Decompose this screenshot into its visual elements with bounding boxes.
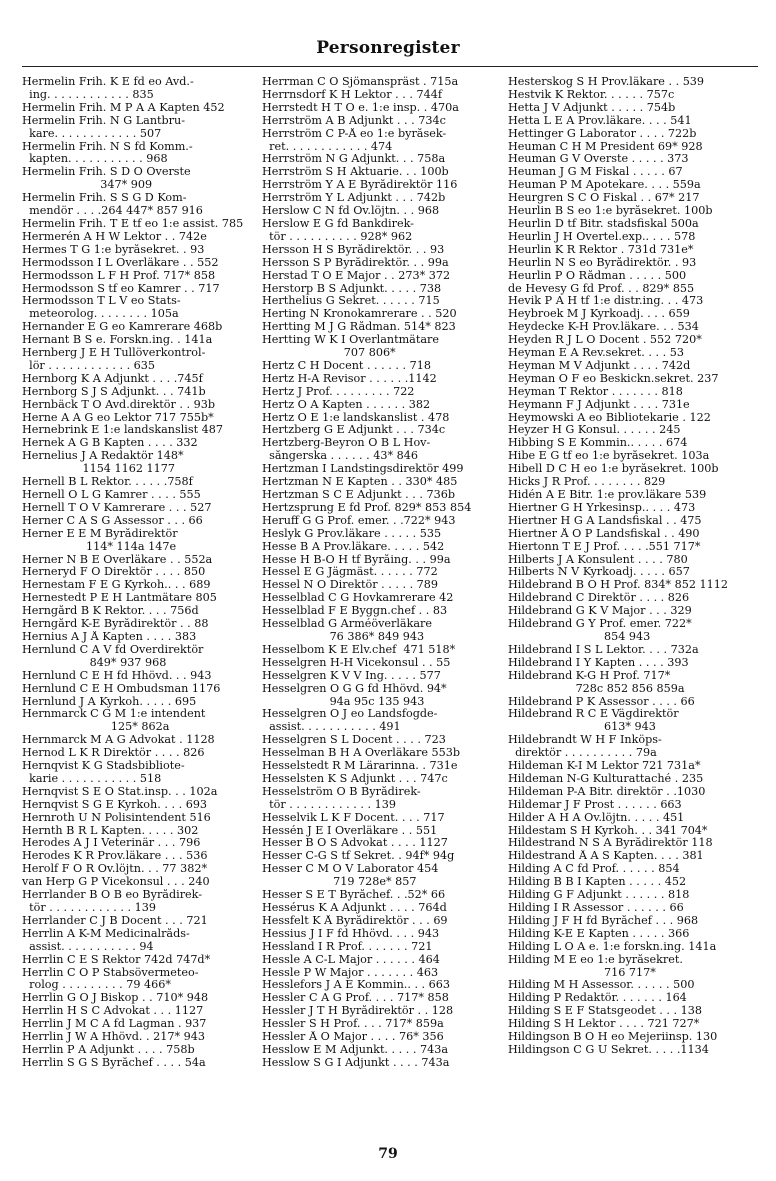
register-entry: Herslow C N fd Öv.löjtn. . . 968 (262, 205, 440, 218)
register-entry: Hesslow E M Adjunkt. . . . . 743a (262, 1043, 449, 1056)
register-entry: Hesselman B H A Överläkare 553b (262, 747, 461, 760)
register-entry: Herrlin C E S Rektor 742d 747d* (22, 953, 211, 966)
register-entry: Heurlin D tf Bitr. stadsfiskal 500a (508, 217, 699, 230)
register-entry: ret. . . . . . . . . . . . 474 (262, 140, 393, 153)
register-entry: Hersson H S Byrådirektör. . . 93 (262, 243, 445, 256)
register-entry: Hesselblad F E Byggn.chef . . 83 (262, 605, 448, 618)
register-entry: Hiertner H G A Landsfiskal . . 475 (508, 514, 702, 527)
register-entry: Hilding I R Assessor . . . . . . 66 (508, 902, 684, 914)
register-entry: Hetta J V Adjunkt . . . . . 754b (508, 101, 676, 114)
register-entry: Hildebrand R C E Vägdirektör (508, 708, 679, 721)
register-entry: Herner C A S G Assessor . . . 66 (22, 514, 203, 527)
register-entry: Herrlander B O B eo Byrådirek- (22, 889, 203, 902)
register-entry: Heurgren S C O Fiskal . . 67* 217 (508, 192, 700, 205)
register-entry: Hildeman P-A Bitr. direktör . .1030 (508, 785, 706, 798)
register-entry: Hesterskog S H Prov.läkare . . 539 (508, 76, 705, 88)
register-entry: meteorolog. . . . . . . . 105a (22, 308, 179, 321)
register-entry: Herrlander C J B Docent . . . 721 (22, 914, 208, 927)
register-entry: direktör . . . . . . . . . . 79a (508, 747, 657, 760)
register-entry: Hesselsten K S Adjunkt . . . 747c (262, 772, 448, 785)
register-entry: tör . . . . . . . . . . . . 139 (22, 902, 156, 914)
register-entry: Hildestrand Å A S Kapten. . . . 381 (508, 850, 704, 863)
register-entry: Hetta L E A Prov.läkare. . . . 541 (508, 114, 692, 127)
register-entry: Heurlin B S eo 1:e byråsekret. 100b (508, 205, 713, 218)
register-entry: Hesselbom K E Elv.chef 471 518* (262, 643, 456, 656)
register-entry: Herrström A B Adjunkt . . . 734c (262, 114, 446, 127)
register-entry: Hernbäck T Ö Avd.direktör . . 93b (22, 398, 216, 411)
register-entry: Herrlin C O P Stabsövermeteo- (22, 966, 199, 979)
register-entry: Hesslefors J A E Kommin.. . . 663 (262, 979, 451, 992)
register-entry: Hildingson C G U Sekret. . . . .1134 (508, 1043, 709, 1056)
register-entry: Hesslow S G I Adjunkt . . . . 743a (262, 1056, 450, 1069)
register-entry: 728c 852 856 859a (508, 682, 685, 695)
register-entry: 1154 1162 1177 (22, 463, 175, 476)
register-entry: Hernborg S J S Adjunkt. . . 741b (22, 385, 206, 398)
register-entry: Hessius J I F fd Hhövd. . . . 943 (262, 927, 440, 940)
register-entry: Hernek A G B Kapten . . . . 332 (22, 437, 198, 450)
register-entry: Hesselgren O G G fd Hhövd. 94* (262, 682, 447, 695)
register-entry: Herrlin S G S Byråchef . . . . 54a (22, 1056, 206, 1069)
register-entry: Hesselgren S L Docent . . . . 723 (262, 734, 446, 747)
register-entry: Hermes T G 1:e byråsekret. . 93 (22, 243, 205, 256)
register-entry: Heyman T Rektor . . . . . . . 818 (508, 385, 683, 398)
register-entry: Hibell D C H eo 1:e byråsekret. 100b (508, 463, 719, 476)
register-entry: de Hevesy G fd Prof. . . 829* 855 (508, 282, 695, 295)
register-entry: Hernqvist S G E Kyrkoh. . . . 693 (22, 798, 208, 811)
register-entry: Hernestedt P E H Lantmätare 805 (22, 592, 217, 605)
register-entry: Hernlund C A V fd Överdirektör (22, 643, 204, 656)
register-entry: Hesselgren O J eo Landsfogde- (262, 708, 438, 721)
register-entry: Hildebrand G Y Prof. emer. 722* (508, 618, 692, 631)
register-entry: Hermelin Frih. T E tf eo 1:e assist. 785 (22, 217, 244, 230)
register-entry: Hernroth U N Polisintendent 516 (22, 811, 211, 824)
register-entry: Hermelin Frih. N S fd Komm.- (22, 140, 193, 153)
register-entry: Hernlund C E H Ombudsman 1176 (22, 682, 221, 695)
register-entry: Hernod L K R Direktör . . . . 826 (22, 747, 205, 760)
register-entry: Hessle P W Major . . . . . . . 463 (262, 966, 439, 979)
register-entry: Heydecke K-H Prov.läkare. . . 534 (508, 321, 699, 334)
register-entry: Hessler Å O Major . . . . 76* 356 (262, 1031, 444, 1044)
register-entry: Hesselvik L K F Docent. . . . 717 (262, 811, 445, 824)
register-entry: Hertzsprung E fd Prof. 829* 853 854 (262, 501, 472, 514)
register-entry: Hermelin Frih. M P A A Kapten 452 (22, 101, 225, 114)
register-entry: Heyman M V Adjunkt . . . . 742d (508, 359, 691, 372)
register-entry: Hertzberg G E Adjunkt . . . 734c (262, 424, 446, 437)
page-title: Personregister (316, 38, 460, 58)
register-entry: Hicks J R Prof. . . . . . . . 829 (508, 476, 666, 489)
register-entry: Hesselström O B Byrådirek- (262, 785, 421, 798)
register-entry: Hiertonn T E J Prof. . . . .551 717* (508, 540, 701, 553)
register-column-1 (22, 76, 262, 1070)
register-entry: Hernmarck C G M 1:e intendent (22, 708, 206, 721)
register-entry: 114* 114a 147e (22, 540, 177, 553)
register-entry: Hernmarck M A G Advokat . 1128 (22, 734, 215, 747)
register-entry: Herngård K-E Byrådirektör . . 88 (22, 618, 209, 631)
register-entry: 76 386* 849 943 (262, 630, 425, 643)
register-column-3 (508, 76, 748, 1057)
register-entry: Herrström C P-Å eo 1:e byråsek- (262, 127, 447, 140)
register-entry: Herrlin G O J Biskop . . 710* 948 (22, 992, 209, 1005)
register-entry: Hertzman N E Kapten . . 330* 485 (262, 476, 458, 489)
register-entry: Hernborg K A Adjunkt . . . .745f (22, 372, 203, 385)
register-entry: Hernlund C E H fd Hhövd. . . 943 (22, 669, 212, 682)
register-entry: Hessland I R Prof. . . . . . . 721 (262, 940, 433, 953)
register-entry: Hilding L O A e. 1:e forskn.ing. 141a (508, 940, 717, 953)
register-entry: Hilder A H A Öv.löjtn. . . . . 451 (508, 811, 685, 824)
register-entry: Herolf F O R Öv.löjtn. . . 77 382* (22, 863, 208, 876)
register-entry: Heuman P M Apotekare. . . . 559a (508, 179, 701, 192)
register-entry: 613* 943 (508, 721, 656, 734)
register-entry: Hevik P A H tf 1:e distr.ing. . . 473 (508, 295, 704, 308)
register-entry: Heurlin K R Rektor . 731d 731e* (508, 243, 694, 256)
register-entry: Hernth B R L Kapten. . . . . 302 (22, 824, 199, 837)
register-entry: Hilding M E eo 1:e byråsekret. (508, 953, 683, 966)
register-entry: Hilding S E F Statsgeodet . . . 138 (508, 1005, 702, 1018)
register-entry: Hesse H B-O H tf Byråing. . . 99a (262, 553, 451, 566)
register-entry: Hilding M H Assessor. . . . . . 500 (508, 979, 695, 992)
register-entry: Herrlin H S C Advokat . . . 1127 (22, 1005, 204, 1018)
register-entry: Hildeman N-G Kulturattaché . 235 (508, 772, 704, 785)
register-entry: Hernqvist S E O Stat.insp. . . 102a (22, 785, 218, 798)
register-entry: Hersson S P Byrådirektör. . . 99a (262, 256, 449, 269)
register-entry: Hilding S H Lektor . . . . 721 727* (508, 1018, 700, 1031)
register-entry: Hertz C H Docent . . . . . . 718 (262, 359, 431, 372)
register-entry: Hilding B B I Kapten . . . . . 452 (508, 876, 687, 889)
register-entry: Hesser B O S Advokat . . . . 1127 (262, 837, 448, 850)
register-entry: Hermerén A H W Lektor . . 742e (22, 230, 207, 243)
register-entry: Hessler S H Prof. . . . 717* 859a (262, 1018, 444, 1031)
register-entry: Herrström Y L Adjunkt . . . 742b (262, 192, 446, 205)
register-entry: Herrman C O Sjömanspräst . 715a (262, 76, 459, 88)
register-entry: 94a 95c 135 943 (262, 695, 425, 708)
register-entry: Heyzer H G Konsul. . . . . . 245 (508, 424, 681, 437)
register-entry: Hildebrand C Direktör . . . . 826 (508, 592, 690, 605)
register-entry: Hildestam S H Kyrkoh. . . 341 704* (508, 824, 708, 837)
register-entry: Hernell B L Rektor. . . . . .758f (22, 476, 193, 489)
register-entry: Hertting M J G Rådman. 514* 823 (262, 321, 456, 334)
register-entry: Hildingson B O H eo Mejeriinsp. 130 (508, 1031, 718, 1044)
register-entry: Hilberts N V Kyrkoadj. . . . . 657 (508, 566, 690, 579)
register-entry: 716 717* (508, 966, 656, 979)
register-entry: Hesselstedt R M Lärarinna. . 731e (262, 760, 458, 773)
register-entry: Hertz J Prof. . . . . . . . . 722 (262, 385, 415, 398)
register-entry: Heyman O F eo Beskickn.sekret. 237 (508, 372, 719, 385)
register-entry: Hermelin Frih. S D O Överste (22, 166, 191, 179)
register-entry: Hildebrand B O H Prof. 834* 852 1112 (508, 579, 728, 592)
register-entry: 125* 862a (22, 721, 170, 734)
register-entry: Hildestrand N S A Byrådirektör 118 (508, 837, 713, 850)
register-entry: Hessfelt K Å Byrådirektör . . . 69 (262, 914, 448, 927)
register-entry: Hessén J E I Överläkare . . 551 (262, 824, 438, 837)
register-entry: Hildemar J F Prost . . . . . . 663 (508, 798, 682, 811)
register-entry: mendör . . . .264 447* 857 916 (22, 205, 203, 218)
register-entry: Hertz H-A Revisor . . . . . .1142 (262, 372, 437, 385)
register-entry: Hertzman I Landstingsdirektör 499 (262, 463, 464, 476)
register-entry: Herstad T O E Major . . 273* 372 (262, 269, 451, 282)
register-entry: Hermodsson L F H Prof. 717* 858 (22, 269, 216, 282)
register-entry: Herstorp B S Adjunkt. . . . . 738 (262, 282, 442, 295)
register-entry: Herting N Kronokamrerare . . 520 (262, 308, 457, 321)
register-entry: Heuman G V Överste . . . . . 373 (508, 153, 689, 166)
register-entry: Herrström S H Aktuarie. . . 100b (262, 166, 449, 179)
register-entry: Hilding G F Adjunkt . . . . . . 818 (508, 889, 690, 902)
register-entry: assist. . . . . . . . . . . 94 (22, 940, 154, 953)
register-entry: Heslyk G Prov.läkare . . . . . 535 (262, 527, 442, 540)
register-entry: Hibbing S E Kommin.. . . . . 674 (508, 437, 688, 450)
register-entry: Hertting W K I Överlantmätare (262, 334, 439, 347)
register-entry: Herrlin A K-M Medicinalråds- (22, 927, 190, 940)
register-entry: sångerska . . . . . . 43* 846 (262, 450, 419, 463)
register-entry: Hernqvist K G Stadsbibliote- (22, 760, 185, 773)
register-entry: Herner E E M Byrådirektör (22, 527, 178, 540)
register-entry: Hertzman S C E Adjunkt . . . 736b (262, 489, 456, 501)
register-entry: Hernebrink E 1:e landskanslist 487 (22, 424, 224, 437)
register-entry: Herrström N G Adjunkt. . . 758a (262, 153, 446, 166)
register-entry: Heybroek M J Kyrkoadj. . . . 659 (508, 308, 690, 321)
register-entry: Hertz O E 1:e landskanslist . 478 (262, 411, 450, 424)
register-entry: Hermelin Frih. S S G D Kom- (22, 192, 187, 205)
register-entry: assist. . . . . . . . . . . 491 (262, 721, 401, 734)
register-entry: Herne A A G eo Lektor 717 755b* (22, 411, 214, 424)
register-entry: 347* 909 (22, 179, 153, 192)
register-entry: Hernant B S e. Forskn.ing. . 141a (22, 334, 213, 347)
register-entry: Heurlin J H Övertel.exp.. . . . 578 (508, 230, 696, 243)
register-entry: Hesser S E T Byråchef. . .52* 66 (262, 889, 446, 902)
register-entry: Heuman J G M Fiskal . . . . . 67 (508, 166, 683, 179)
register-entry: Hernberg J E H Tullöverkontrol- (22, 347, 206, 360)
register-entry: Hessle A C-L Major . . . . . . 464 (262, 953, 440, 966)
page-number: 79 (378, 1146, 398, 1162)
register-entry: Hiertner Å O P Landsfiskal . . 490 (508, 527, 700, 540)
register-entry: Hessler J T H Byrådirektör . . 128 (262, 1005, 454, 1018)
register-entry: Hernell T O V Kamrerare . . . 527 (22, 501, 212, 514)
register-entry: Heymowski A eo Bibliotekarie . 122 (508, 411, 711, 424)
register-entry: Herrnsdorf K H Lektor . . . 744f (262, 88, 442, 101)
register-entry: kare. . . . . . . . . . . . 507 (22, 127, 162, 140)
register-entry: Hermelin Frih. K E fd eo Avd.- (22, 76, 194, 88)
register-entry: Heymann F J Adjunkt . . . . 731e (508, 398, 690, 411)
register-entry: Hermodsson S tf eo Kamrer . . 717 (22, 282, 220, 295)
register-entry: Herrlin P A Adjunkt . . . . 758b (22, 1043, 195, 1056)
register-entry: tör . . . . . . . . . . . . 139 (262, 798, 396, 811)
register-entry: Herrström Y A E Byrådirektör 116 (262, 179, 458, 192)
register-entry: Hildeman K-I M Lektor 721 731a* (508, 760, 701, 773)
register-entry: Hessel N O Direktör . . . . . 789 (262, 579, 439, 592)
header-rule (22, 66, 758, 67)
register-entry: Heruff G G Prof. emer. . .722* 943 (262, 514, 456, 527)
register-entry: Hermelin Frih. N G Lantbru- (22, 114, 186, 127)
register-entry: Hildebrandt W H F Inköps- (508, 734, 662, 747)
register-entry: Hesselblad G Arméöverläkare (262, 618, 433, 631)
register-entry: Hernestam F E G Kyrkoh.. . . 689 (22, 579, 211, 592)
register-entry: Hilding A C fd Prof. . . . . . 854 (508, 863, 680, 876)
register-column-2 (262, 76, 502, 1070)
register-entry: Hiertner G H Yrkesinsp.. . . . 473 (508, 501, 696, 514)
register-entry: Hestvik K Rektor. . . . . . 757c (508, 88, 675, 101)
register-entry: Herrstedt H T O e. 1:e insp. . 470a (262, 101, 459, 114)
register-entry: Herrlin J M C A fd Lagman . 937 (22, 1018, 207, 1031)
register-entry: karie . . . . . . . . . . . 518 (22, 772, 162, 785)
register-entry: Hildebrand P K Assessor . . . . 66 (508, 695, 695, 708)
register-entry: Heurlin P O Rådman . . . . . 500 (508, 269, 687, 282)
register-entry: Herthelius G Sekret. . . . . . 715 (262, 295, 440, 308)
register-entry: 854 943 (508, 630, 651, 643)
register-entry: Heyden R J L O Docent . 552 720* (508, 334, 702, 347)
register-entry: Hibe E G tf eo 1:e byråsekret. 103a (508, 450, 710, 463)
register-entry: Herodes A J I Veterinär . . . 796 (22, 837, 201, 850)
register-entry: lör . . . . . . . . . . . . 635 (22, 359, 156, 372)
register-entry: 849* 937 968 (22, 656, 167, 669)
register-entry: Hilding P Redaktör. . . . . . . 164 (508, 992, 687, 1005)
register-entry: Hernell O L G Kamrer . . . . 555 (22, 489, 201, 501)
register-entry: Hilberts J A Konsulent . . . . 780 (508, 553, 688, 566)
register-entry: Heuman C H M President 69* 928 (508, 140, 703, 153)
register-entry: Hettinger G Laborator . . . . 722b (508, 127, 697, 140)
register-entry: 707 806* (262, 347, 396, 360)
register-entry: Hildebrand I S L Lektor. . . . 732a (508, 643, 699, 656)
register-entry: Hernlund J A Kyrkoh. . . . . 695 (22, 695, 197, 708)
register-entry: Hildebrand G K V Major . . . 329 (508, 605, 692, 618)
register-entry: Hildebrand K-G H Prof. 717* (508, 669, 671, 682)
register-entry: rolog . . . . . . . . . 79 466* (22, 979, 171, 992)
register-entry: Hermodsson T L V eo Stats- (22, 295, 181, 308)
register-entry: Hessérus K A Adjunkt . . . . 764d (262, 902, 447, 914)
register-entry: Hildebrand I Y Kapten . . . . 393 (508, 656, 689, 669)
register-entry: Hesselgren H-H Vicekonsul . . 55 (262, 656, 451, 669)
register-entry: Herrlin J W A Hhövd. . 217* 943 (22, 1031, 205, 1044)
register-entry: kapten. . . . . . . . . . . 968 (22, 153, 168, 166)
register-entry: 719 728e* 857 (262, 876, 417, 889)
register-entry: Hertzberg-Beyron O B L Hov- (262, 437, 431, 450)
register-entry: Hesser C-G S tf Sekret. . 94f* 94g (262, 850, 455, 863)
register-entry: Herner N B E Överläkare . . 552a (22, 553, 213, 566)
register-entry: Hernius A J Å Kapten . . . . 383 (22, 630, 197, 643)
register-entry: Hidén A E Bitr. 1:e prov.läkare 539 (508, 489, 707, 501)
register-entry: Hessel E G Jägmäst. . . . . . 772 (262, 566, 438, 579)
register-entry: Heurlin N S eo Byrådirektör. . 93 (508, 256, 697, 269)
register-entry: Hertz O A Kapten . . . . . . 382 (262, 398, 431, 411)
register-entry: van Herp G P Vicekonsul . . . 240 (22, 876, 210, 889)
register-entry: Hessler C A G Prof. . . . 717* 858 (262, 992, 449, 1005)
register-entry: Herneryd F O Direktör . . . . 850 (22, 566, 206, 579)
register-entry: Herslow E G fd Bankdirek- (262, 217, 414, 230)
register-entry: Herodes K R Prov.läkare . . . 536 (22, 850, 208, 863)
register-entry: Hernander E G eo Kamrerare 468b (22, 321, 223, 334)
register-entry: Hesse B A Prov.läkare. . . . . 542 (262, 540, 445, 553)
register-entry: tör . . . . . . . . . . 928* 962 (262, 230, 413, 243)
register-entry: Hesselgren K V V Ing. . . . . 577 (262, 669, 441, 682)
register-entry: Hilding J F H fd Byråchef . . . 968 (508, 914, 699, 927)
register-entry: ing. . . . . . . . . . . . 835 (22, 88, 154, 101)
register-entry: Hernelius J A Redaktör 148* (22, 450, 184, 463)
register-entry: Hilding K-E E Kapten . . . . . 366 (508, 927, 690, 940)
register-entry: Hesselblad C G Hovkamrerare 42 (262, 592, 454, 605)
register-entry: Hermodsson I L Överläkare . . 552 (22, 256, 219, 269)
register-entry: Hesser C M O V Laborator 454 (262, 863, 439, 876)
register-entry: Herngård B K Rektor. . . . 756d (22, 605, 199, 618)
register-entry: Heyman E A Rev.sekret. . . . 53 (508, 347, 684, 360)
